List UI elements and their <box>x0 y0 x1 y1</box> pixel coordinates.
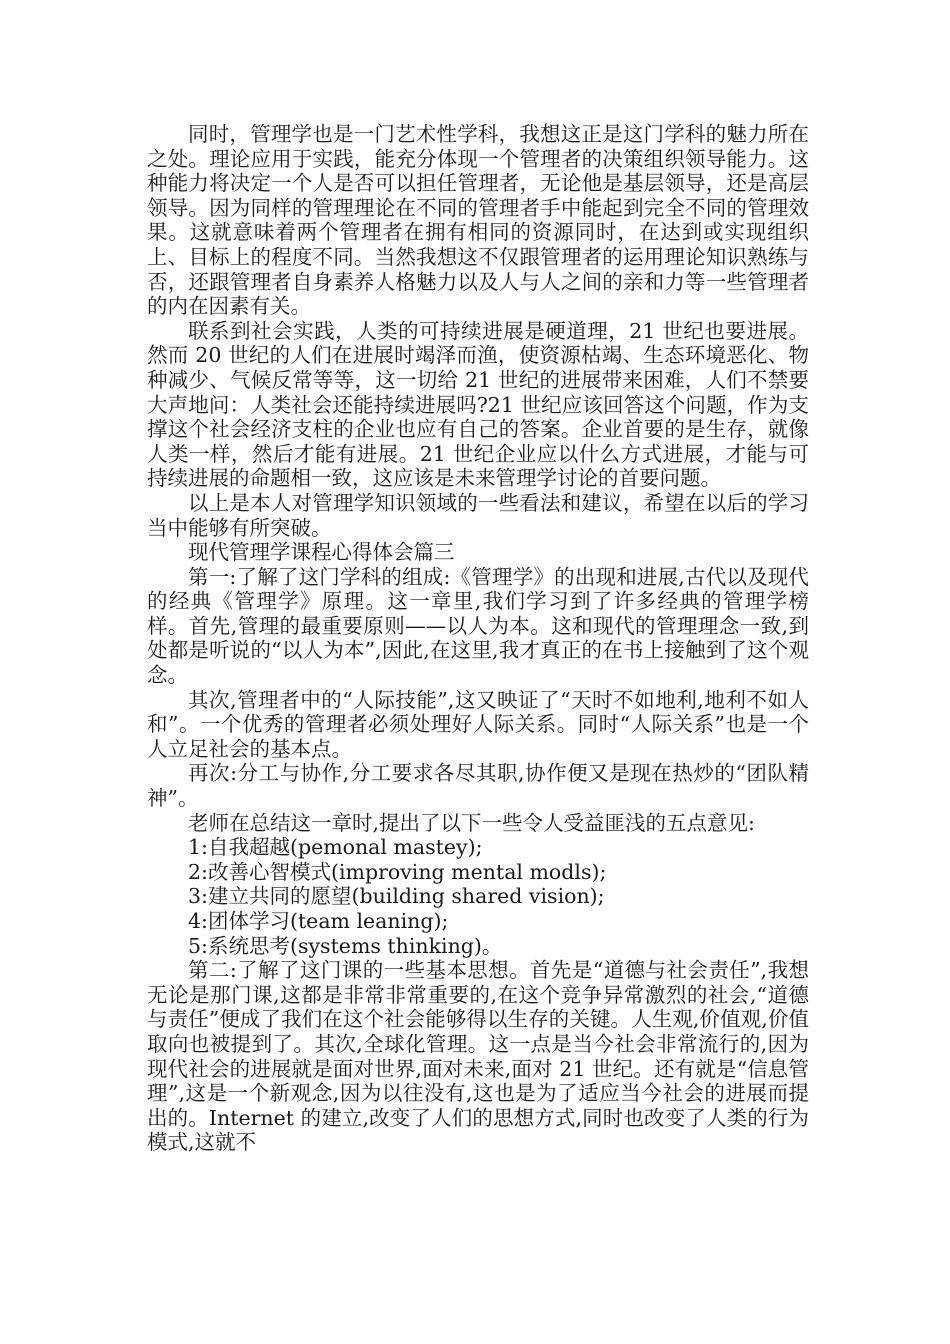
paragraph-art-of-management: 同时，管理学也是一门艺术性学科，我想这正是这门学科的魅力所在之处。理论应用于实践，能充分体现一个管理者的决策组织领导能力。这种能力将决定一个人是否可以担任管理者，无论他是基层领导，还是高层领导。因为同样的管理理论在不同的管理者手中能起到完全不同的管理效果。这就意味着两个管理者在拥有相同的资源同时，在达到或实现组织上、目标上的程度不同。当然我想这不仅跟管理者的运用理论知识熟练与否，还跟管理者自身素养人格魅力以及人与人之间的亲和力等一些管理者的内在因素有关。 <box>147 122 809 319</box>
paragraph-division-cooperation: 再次:分工与协作,分工要求各尽其职,协作便又是现在热炒的“团队精神”。 <box>147 761 809 811</box>
list-item: 2:改善心智模式(improving mental modls); <box>188 859 607 884</box>
document-page <box>147 122 809 1155</box>
list-item: 3:建立共同的愿望(building shared vision); <box>188 884 605 909</box>
paragraph-second-point: 第二:了解了这门课的一些基本思想。首先是“道德与社会责任”,我想无论是那门课,这都是非常非常重要的,在这个竞争异常激烈的社会,“道德与责任”便成了我们在这个社会能够得以生存的关键。人生观,价值观,价值取向也被提到了。其次,全球化管理。这一点是当今社会非常流行的,因为现代社会的进展就是面对世界,面对未来,面对 21 世纪。还有就是“信息管理”,这是一个新观念,因为以往没有,这也是为了适应当今社会的进展而提出的。Internet 的建立,改变了人们的思想方式,同时也改变了人类的行为模式,这就不 <box>147 958 809 1155</box>
list-item: 1:自我超越(pemonal mastey); <box>188 835 483 860</box>
paragraph-first-point: 第一:了解了这门学科的组成:《管理学》的出现和进展,古代以及现代的经典《管理学》原理。这一章里,我们学习到了许多经典的管理学榜样。首先,管理的最重要原则——以人为本。这和现代的管理理念一致,到处都是听说的“以人为本”,因此,在这里,我才真正的在书上接触到了这个观念。 <box>147 564 809 688</box>
section-heading: 现代管理学课程心得体会篇三 <box>188 540 455 565</box>
paragraph-sustainable-development: 联系到社会实践，人类的可持续进展是硬道理，21 世纪也要进展。然而 20 世纪的人们在进展时竭泽而渔，使资源枯竭、生态环境恶化、物种减少、气候反常等等，这一切给 21 世纪的进展带来困难，人们不禁要大声地问：人类社会还能持续进展吗?21 世纪应该回答这个问题，作为支撑这个社会经济支柱的企业也应有自己的答案。企业首要的是生存，就像人类一样，然后才能有进展。21 世纪企业应以什么方式进展，才能与可持续进展的命题相一致，这应该是未来管理学讨论的首要问题。 <box>147 318 809 491</box>
list-item: 5:系统思考(systems thinking)。 <box>188 933 503 958</box>
list-item: 4:团体学习(team leaning); <box>188 909 449 933</box>
paragraph-five-opinions-intro: 老师在总结这一章时,提出了以下一些令人受益匪浅的五点意见: <box>188 810 755 835</box>
paragraph-conclusion: 以上是本人对管理学知识领域的一些看法和建议，希望在以后的学习当中能够有所突破。 <box>147 490 809 540</box>
paragraph-interpersonal-skills: 其次,管理者中的“人际技能”,这又映证了“天时不如地利,地利不如人和”。一个优秀的管理者必须处理好人际关系。同时“人际关系”也是一个人立足社会的基本点。 <box>147 687 809 761</box>
